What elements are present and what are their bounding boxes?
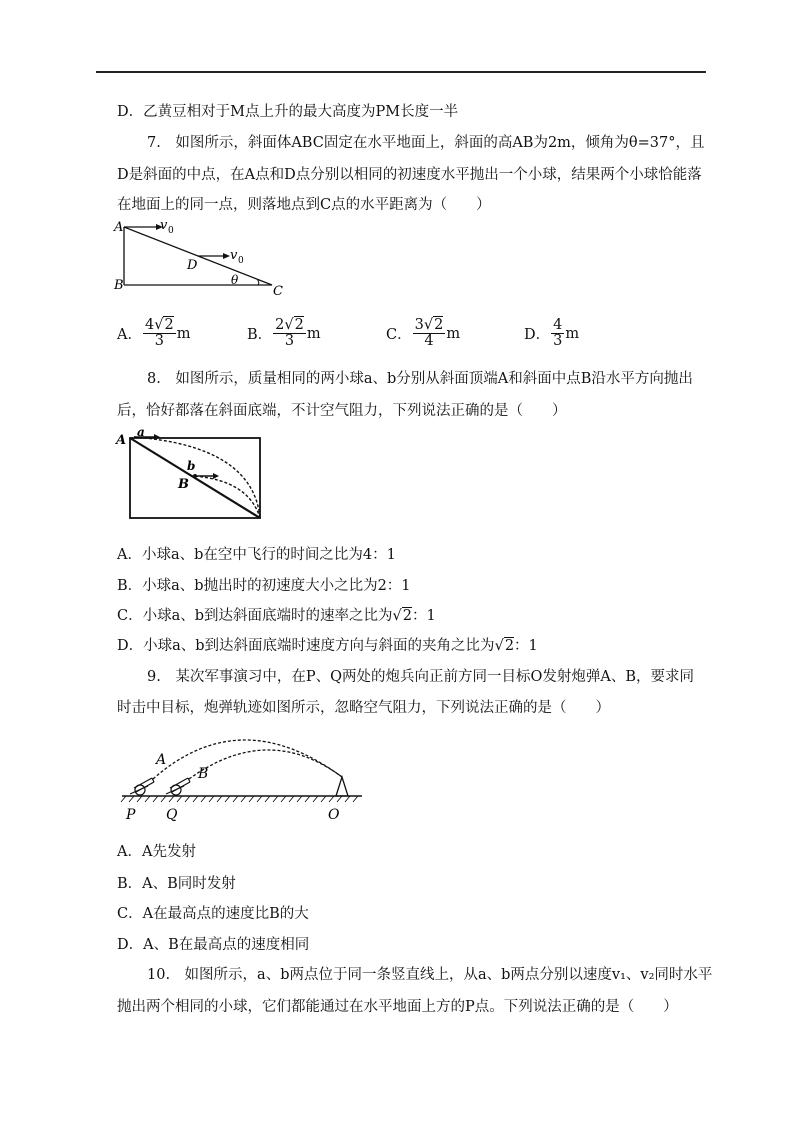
label-b: B (198, 766, 209, 782)
q8-option-d[interactable]: D．小球a、b到达斜面底端时速度方向与斜面的夹角之比为√2：1 (117, 638, 538, 654)
label-c: C (273, 284, 283, 299)
q8-option-a[interactable]: A．小球a、b在空中飞行的时间之比为4：1 (117, 547, 396, 563)
q9-line-1: 9. 某次军事演习中，在P、Q两处的炮兵向正前方同一目标O发射炮弹A、B，要求同 (147, 669, 694, 685)
q7-option-a-fraction: $\frac{4√2}{3}$ (144, 317, 174, 350)
target-o (336, 777, 348, 796)
q7-option-b-label: B． (247, 327, 273, 344)
label-a-ball: a (137, 425, 145, 439)
q7-line-2: D是斜面的中点，在A点和D点分别以相同的初速度水平抛出一个小球，结果两个小球恰能落 (117, 167, 702, 183)
q9-option-d[interactable]: D．A、B在最高点的速度相同 (117, 937, 310, 953)
q8-line-1: 8. 如图所示，质量相同的两小球a、b分别从斜面顶端A和斜面中点B沿水平方向抛出 (147, 371, 693, 387)
label-a: A (156, 752, 167, 768)
ground-hatch (121, 796, 358, 802)
q9-line-2: 时击中目标，炮弹轨迹如图所示，忽略空气阻力，下列说法正确的是（ ） (117, 700, 610, 716)
label-d: D (187, 258, 198, 273)
label-b-ball: b (187, 459, 196, 473)
label-b-point: B (178, 477, 189, 492)
header-rule (96, 71, 706, 73)
label-q: Q (166, 807, 178, 823)
ball-b (193, 474, 197, 478)
q7-line-1: 7. 如图所示，斜面体ABC固定在水平地面上，斜面的高AB为2m，倾角为θ=37°，且 (147, 135, 705, 151)
label-p: P (126, 807, 136, 823)
arrowhead-d (223, 253, 230, 259)
q9-option-a[interactable]: A．A先发射 (117, 844, 196, 860)
trajectory-b (189, 750, 342, 779)
label-v0-d-sub: 0 (238, 256, 244, 266)
q7-option-b-fraction: $\frac{2√2}{3}$ (275, 317, 304, 350)
q7-option-d-fraction: $\frac{4}{3}$ (553, 317, 563, 350)
q9-figure (118, 732, 368, 822)
q7-option-a-label: A． (117, 327, 142, 344)
label-a: A (114, 220, 124, 235)
q7-option-c[interactable]: C． $\frac{3√2}{4}$ m (386, 317, 461, 350)
q10-line-1: 10. 如图所示，a、b两点位于同一条竖直线上，从a、b两点分别以速度v₁、v₂同时水平 (147, 967, 713, 983)
q8-option-c[interactable]: C．小球a、b到达斜面底端时的速率之比为√2：1 (117, 608, 436, 624)
label-v0-a-sub: 0 (168, 226, 174, 236)
q7-option-c-label: C． (386, 327, 412, 344)
cannon-p (130, 778, 154, 795)
prev-option-d: D．乙黄豆相对于M点上升的最大高度为PM长度一半 (117, 104, 459, 120)
q8-line-2: 后，恰好都落在斜面底端，不计空气阻力，下列说法正确的是（ ） (117, 403, 567, 419)
label-v0-a: v (160, 218, 168, 233)
q9-option-c[interactable]: C．A在最高点的速度比B的大 (117, 906, 309, 922)
q7-option-d-label: D． (524, 327, 551, 344)
label-a-point: A (116, 433, 127, 448)
q7-option-d[interactable]: D． $\frac{4}{3}$ m (524, 317, 580, 350)
q8-figure (113, 425, 273, 520)
q7-line-3: 在地面上的同一点，则落地点到C点的水平距离为（ ） (117, 197, 491, 213)
q7-option-a[interactable]: A． $\frac{4√2}{3}$ m (117, 317, 191, 350)
q10-line-2: 抛出两个相同的小球，它们都能通过在水平地面上方的P点。下列说法正确的是（ ） (117, 999, 678, 1015)
label-o: O (328, 807, 340, 823)
arrowhead-b (213, 473, 219, 479)
label-b: B (114, 278, 124, 293)
label-theta: θ (231, 273, 239, 287)
label-v0-d: v (230, 248, 238, 263)
q7-option-b[interactable]: B． $\frac{2√2}{3}$ m (247, 317, 321, 350)
q7-figure (110, 215, 290, 299)
q8-option-b[interactable]: B．小球a、b抛出时的初速度大小之比为2：1 (117, 578, 411, 594)
q7-option-c-fraction: $\frac{3√2}{4}$ (414, 317, 444, 350)
cannon-q (166, 778, 190, 795)
q9-option-b[interactable]: B．A、B同时发射 (117, 876, 236, 892)
